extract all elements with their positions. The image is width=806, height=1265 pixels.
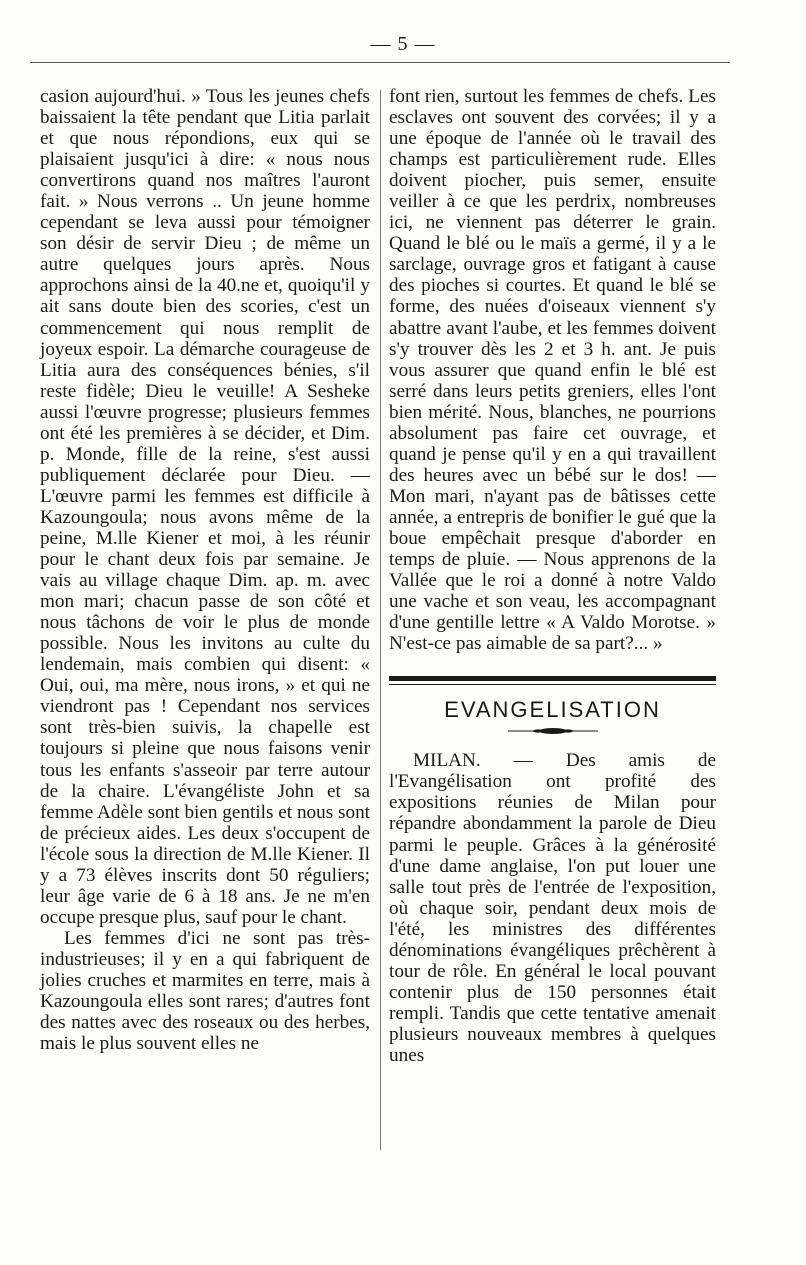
paragraph: MILAN. — Des amis de l'Evangélisation ont profité des expositions réunies de Milan pour répandre abondamment la parole de Dieu parmi le peuple. Grâces à la générosité d'une dame anglaise, l'on put louer une salle tout près de l'entrée de l'exposition, où chaque soir, pendant deux mois de l'été, les ministres des différentes dénominations évangéliques prêchèrent à tour de rôle. En général le local pouvant contenir plus de 150 personnes était rempli. Tandis que cette tentative amenait plusieurs nouveaux membres à quelques unes [389, 750, 716, 1066]
left-column [40, 86, 370, 1054]
page-number: — 5 — [370, 33, 436, 55]
paragraph: casion aujourd'hui. » Tous les jeunes chefs baissaient la tête pendant que Litia parlait et que nous répondions, eux qui se plaisaient jusqu'ici à dire: « nous nous convertirons quand nos maîtres l'auront fait. » Nous verrons .. Un jeune homme cependant se leva aussi pour témoigner son désir de servir Dieu ; de même un autre quelques jours après. Nous approchons ainsi de la 40.ne et, quoiqu'il y ait sans doute bien des scories, c'est un commencement qui nous remplit de joyeux espoir. La démarche courageuse de Litia aura des conséquences bénies, s'il reste fidèle; Dieu le veuille! A Sesheke aussi l'œuvre progresse; plusieurs femmes ont été les premières à se décider, et Dim. p. Monde, fille de la reine, s'est aussi publiquement déclarée pour Dieu. — L'œuvre parmi les femmes est difficile à Kazoungoula; nous avons même de la peine, M.lle Kiener et moi, à les réunir pour le chant deux fois par semaine. Je vais au village chaque Dim. ap. m. avec mon mari; chacun passe de son côté et nous tâchons de voir le plus de monde possible. Nous les invitons au culte du lendemain, mais combien qui disent: « Oui, oui, ma mère, nous irons, » et qui ne viendront pas ! Cependant nos services sont très-bien suivis, la chapelle est toujours si pleine que nous faisons venir tous les enfants s'asseoir par terre autour de la chaire. L'évangéliste John et sa femme Adèle sont bien gentils et nous sont de précieux aides. Les deux s'occupent de l'école sous la direction de M.lle Kiener. Il y a 73 élèves inscrits dont 50 réguliers; leur âge varie de 6 à 18 ans. Je ne m'en occupe presque plus, sauf pour le chant. [40, 86, 370, 928]
section-divider [389, 676, 716, 685]
right-column [389, 86, 716, 1066]
column-divider [380, 90, 381, 1150]
paragraph: Les femmes d'ici ne sont pas très-industrieuses; il y en a qui fabriquent de jolies cruches et marmites en terre, mais à Kazoungoula elles sont rares; d'autres font des nattes avec des roseaux ou des herbes, mais le plus souvent elles ne [40, 927, 370, 1055]
header-rule [30, 62, 730, 63]
paragraph: font rien, surtout les femmes de chefs. Les esclaves ont souvent des corvées; il y a une époque de l'année où le travail des champs est particulièrement rude. Elles doivent piocher, puis semer, ensuite veiller à ce que les perdrix, nombreuses ici, ne viennent pas déterrer le grain. Quand le blé ou le maïs a germé, il y a le sarclage, ouvrage gros et fatigant à cause des pioches si courtes. Et quand le blé se forme, des nuées d'oiseaux viennent s'y abattre avant l'aube, et les femmes doivent s'y trouver dès les 2 et 3 h. ant. Je puis vous assurer que quand enfin le blé est serré dans leurs petits greniers, elles l'ont bien mérité. Nous, blanches, ne pourrions absolument pas faire cet ouvrage, et quand je pense qu'il y en a qui travaillent des heures avec un bébé sur le dos! — Mon mari, n'ayant pas de bâtisses cette année, a entrepris de bonifier le gué que la boue empêchait presque d'aborder en temps de pluie. — Nous apprenons de la Vallée que le roi a donné à notre Valdo une vache et son veau, les accompagnant d'une gentille lettre « A Valdo Morotse. » N'est-ce pas aimable de sa part?... » [389, 86, 716, 655]
section-title: EVANGELISATION [444, 697, 661, 723]
ornament-icon [508, 726, 598, 736]
